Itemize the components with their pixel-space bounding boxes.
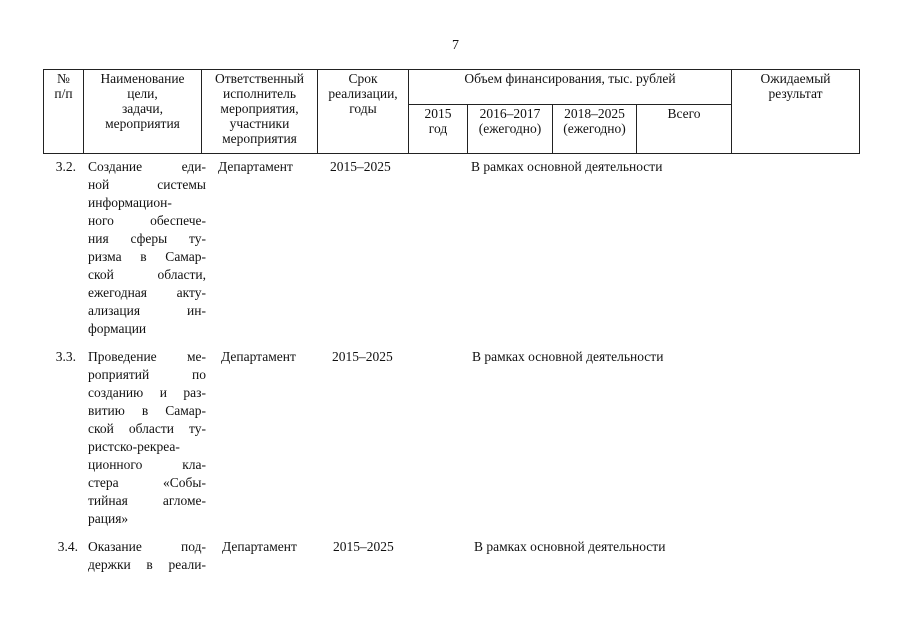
header-fin-total: Всего (637, 105, 732, 154)
page-number: 7 (452, 38, 459, 53)
header-col-num: № п/п (44, 70, 84, 154)
header-fin-2015: 2015 год (409, 105, 468, 154)
row-executor: Департамент (218, 159, 293, 174)
header-fin-2016-2017: 2016–2017 (ежегодно) (468, 105, 553, 154)
row-activity-name: Создание еди- ной системы информацион- ного обеспече- ния сферы ту- ризма в Самар- ской области, ежегодная акту- ализация ин- формации (88, 159, 206, 336)
row-financing: В рамках основной деятельности (472, 349, 664, 364)
row-number: 3.4. (57, 539, 78, 554)
row-executor: Департамент (221, 349, 296, 364)
row-term: 2015–2025 (332, 349, 393, 364)
row-number: 3.2. (55, 159, 76, 174)
row-financing: В рамках основной деятельности (471, 159, 663, 174)
row-financing: В рамках основной деятельности (474, 539, 666, 554)
row-term: 2015–2025 (333, 539, 394, 554)
header-fin-2018-2025: 2018–2025 (ежегодно) (553, 105, 637, 154)
row-activity-name: Проведение ме- роприятий по созданию и раз- витию в Самар- ской области ту- ристско-рекреа- ционного кла- стера «Собы- тийная агломе- рация» (88, 349, 206, 526)
header-col-result: Ожидаемый результат (732, 70, 860, 154)
table-header (43, 69, 860, 154)
row-activity-name: Оказание под- держки в реали- (88, 539, 206, 572)
header-col-financing: Объем финансирования, тыс. рублей (409, 70, 732, 105)
row-term: 2015–2025 (330, 159, 391, 174)
header-col-term: Срок реализации, годы (318, 70, 409, 154)
header-col-name: Наименование цели, задачи, мероприятия (84, 70, 202, 154)
row-executor: Департамент (222, 539, 297, 554)
row-number: 3.3. (55, 349, 76, 364)
header-col-executor: Ответственный исполнитель мероприятия, участники мероприятия (202, 70, 318, 154)
